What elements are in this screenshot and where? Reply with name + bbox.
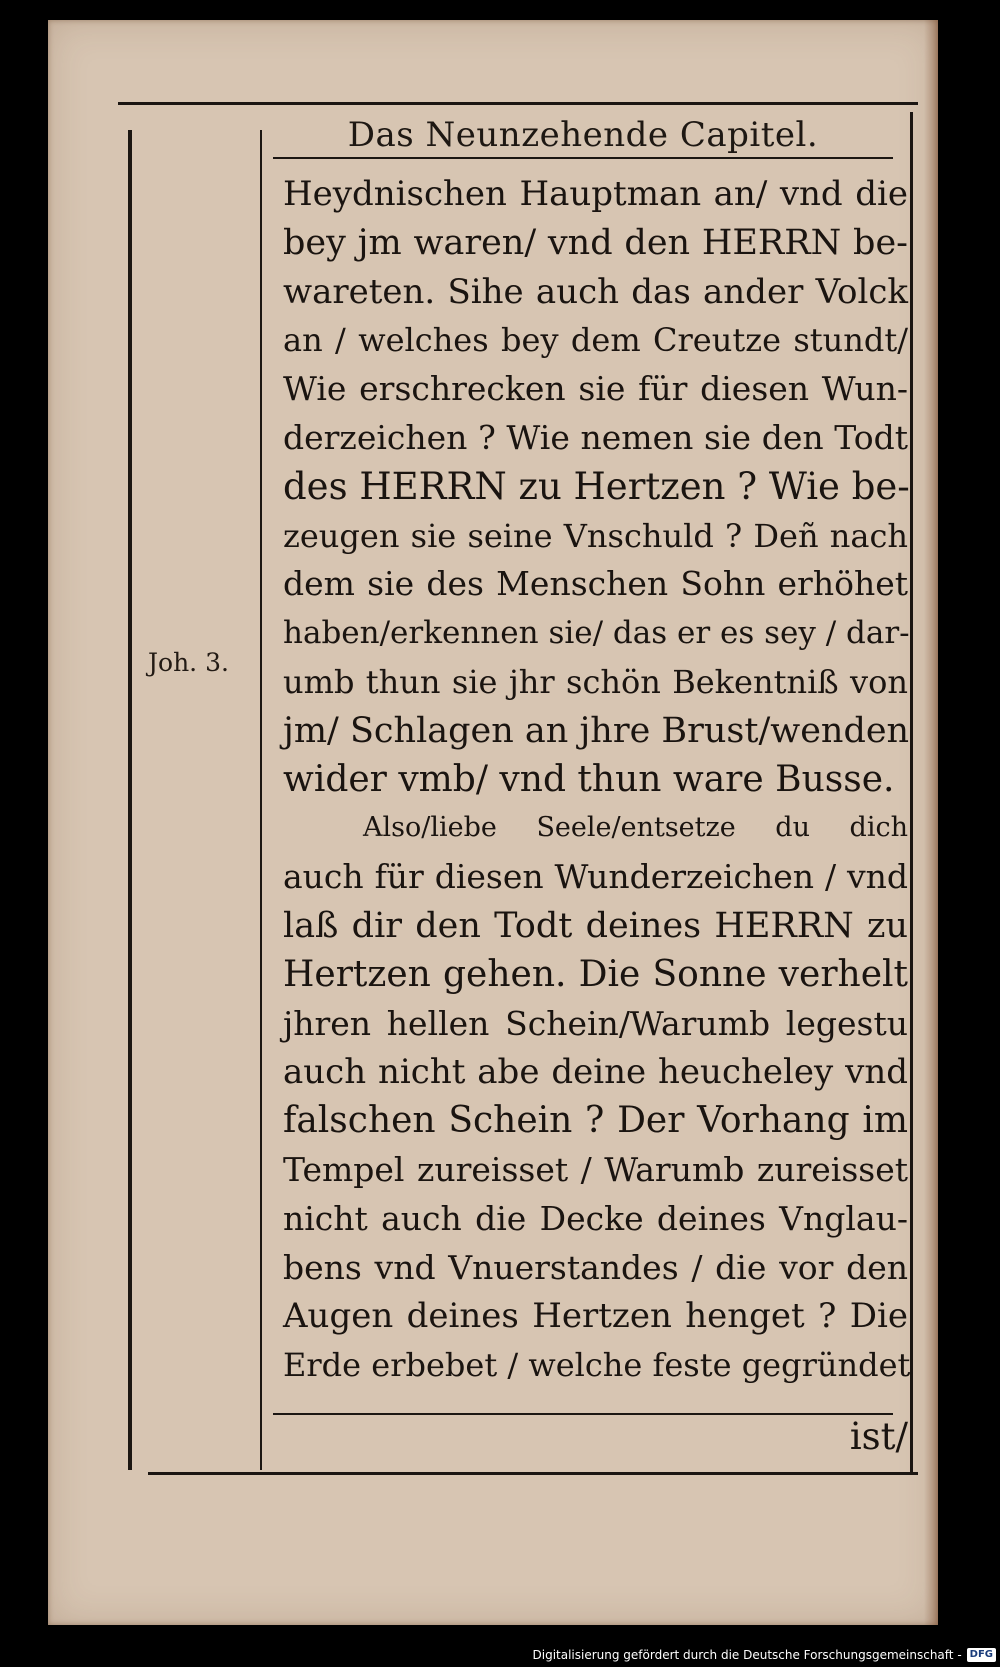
text-line: bey jm waren/ vnd den HERRN be- [283, 222, 908, 263]
catchword: ist/ [849, 1415, 908, 1458]
text-line: Also/liebe Seele/entsetze du dich [363, 812, 908, 844]
text-line: bens vnd Vnuerstandes / die vor den [283, 1247, 908, 1287]
body-text [283, 170, 911, 1390]
text-line: Tempel zureisset / Warumb zureisset [283, 1149, 908, 1189]
margin-divider-rule [260, 130, 262, 1470]
text-line: des HERRN zu Hertzen ? Wie be- [283, 464, 910, 508]
text-line: wider vmb/ vnd thun ware Busse. [283, 758, 895, 800]
text-line: Erde erbebet / welche feste gegründet [283, 1346, 911, 1385]
book-page [48, 20, 938, 1625]
bottom-frame-rule [148, 1472, 918, 1475]
text-line: zeugen sie seine Vnschuld ? Deñ nach [283, 516, 908, 555]
text-line: umb thun sie jhr schön Bekentniß von [283, 662, 908, 701]
digitization-credit [533, 1645, 997, 1665]
text-line: Heydnischen Hauptman an/ vnd die [283, 174, 908, 214]
header-rule [273, 157, 893, 159]
text-line: laß dir den Todt deines HERRN zu [283, 905, 908, 946]
right-frame-rule [910, 112, 913, 1472]
text-line: an / welches bey dem Creutze stundt/ [283, 321, 908, 360]
text-line: Augen deines Hertzen henget ? Die [283, 1296, 908, 1337]
top-frame-rule [118, 102, 918, 105]
text-line: nicht auch die Decke deines Vnglau- [283, 1198, 908, 1238]
text-line: falschen Schein ? Der Vorhang im [283, 1100, 908, 1142]
credit-text: Digitalisierung gefördert durch die Deutsche Forschungsgemeinschaft - [532, 1648, 962, 1662]
text-line: Hertzen gehen. Die Sonne verhelt [283, 953, 908, 995]
text-line: jhren hellen Schein/Warumb legestu [283, 1003, 908, 1043]
text-line: wareten. Sihe auch das ander Volck [283, 271, 908, 312]
text-line: auch für diesen Wunderzeichen / vnd [283, 857, 908, 897]
text-line: auch nicht abe deine heucheley vnd [283, 1052, 908, 1093]
text-line: Wie erschrecken sie für diesen Wun- [283, 369, 908, 409]
text-line: derzeichen ? Wie nemen sie den Todt [283, 417, 908, 457]
left-frame-rule [128, 130, 132, 1470]
footer-rule [273, 1413, 893, 1415]
text-line: dem sie des Menschen Sohn erhöhet [283, 564, 908, 604]
text-line: jm/ Schlagen an jhre Brust/wenden [283, 710, 910, 751]
margin-note: Joh. 3. [148, 648, 229, 677]
page-edge-shading [924, 20, 938, 1625]
dfg-logo-icon: DFG [967, 1648, 996, 1662]
text-line: haben/erkennen sie/ das er es sey / dar- [283, 615, 910, 652]
running-head: Das Neunzehende Capitel. [347, 115, 819, 155]
